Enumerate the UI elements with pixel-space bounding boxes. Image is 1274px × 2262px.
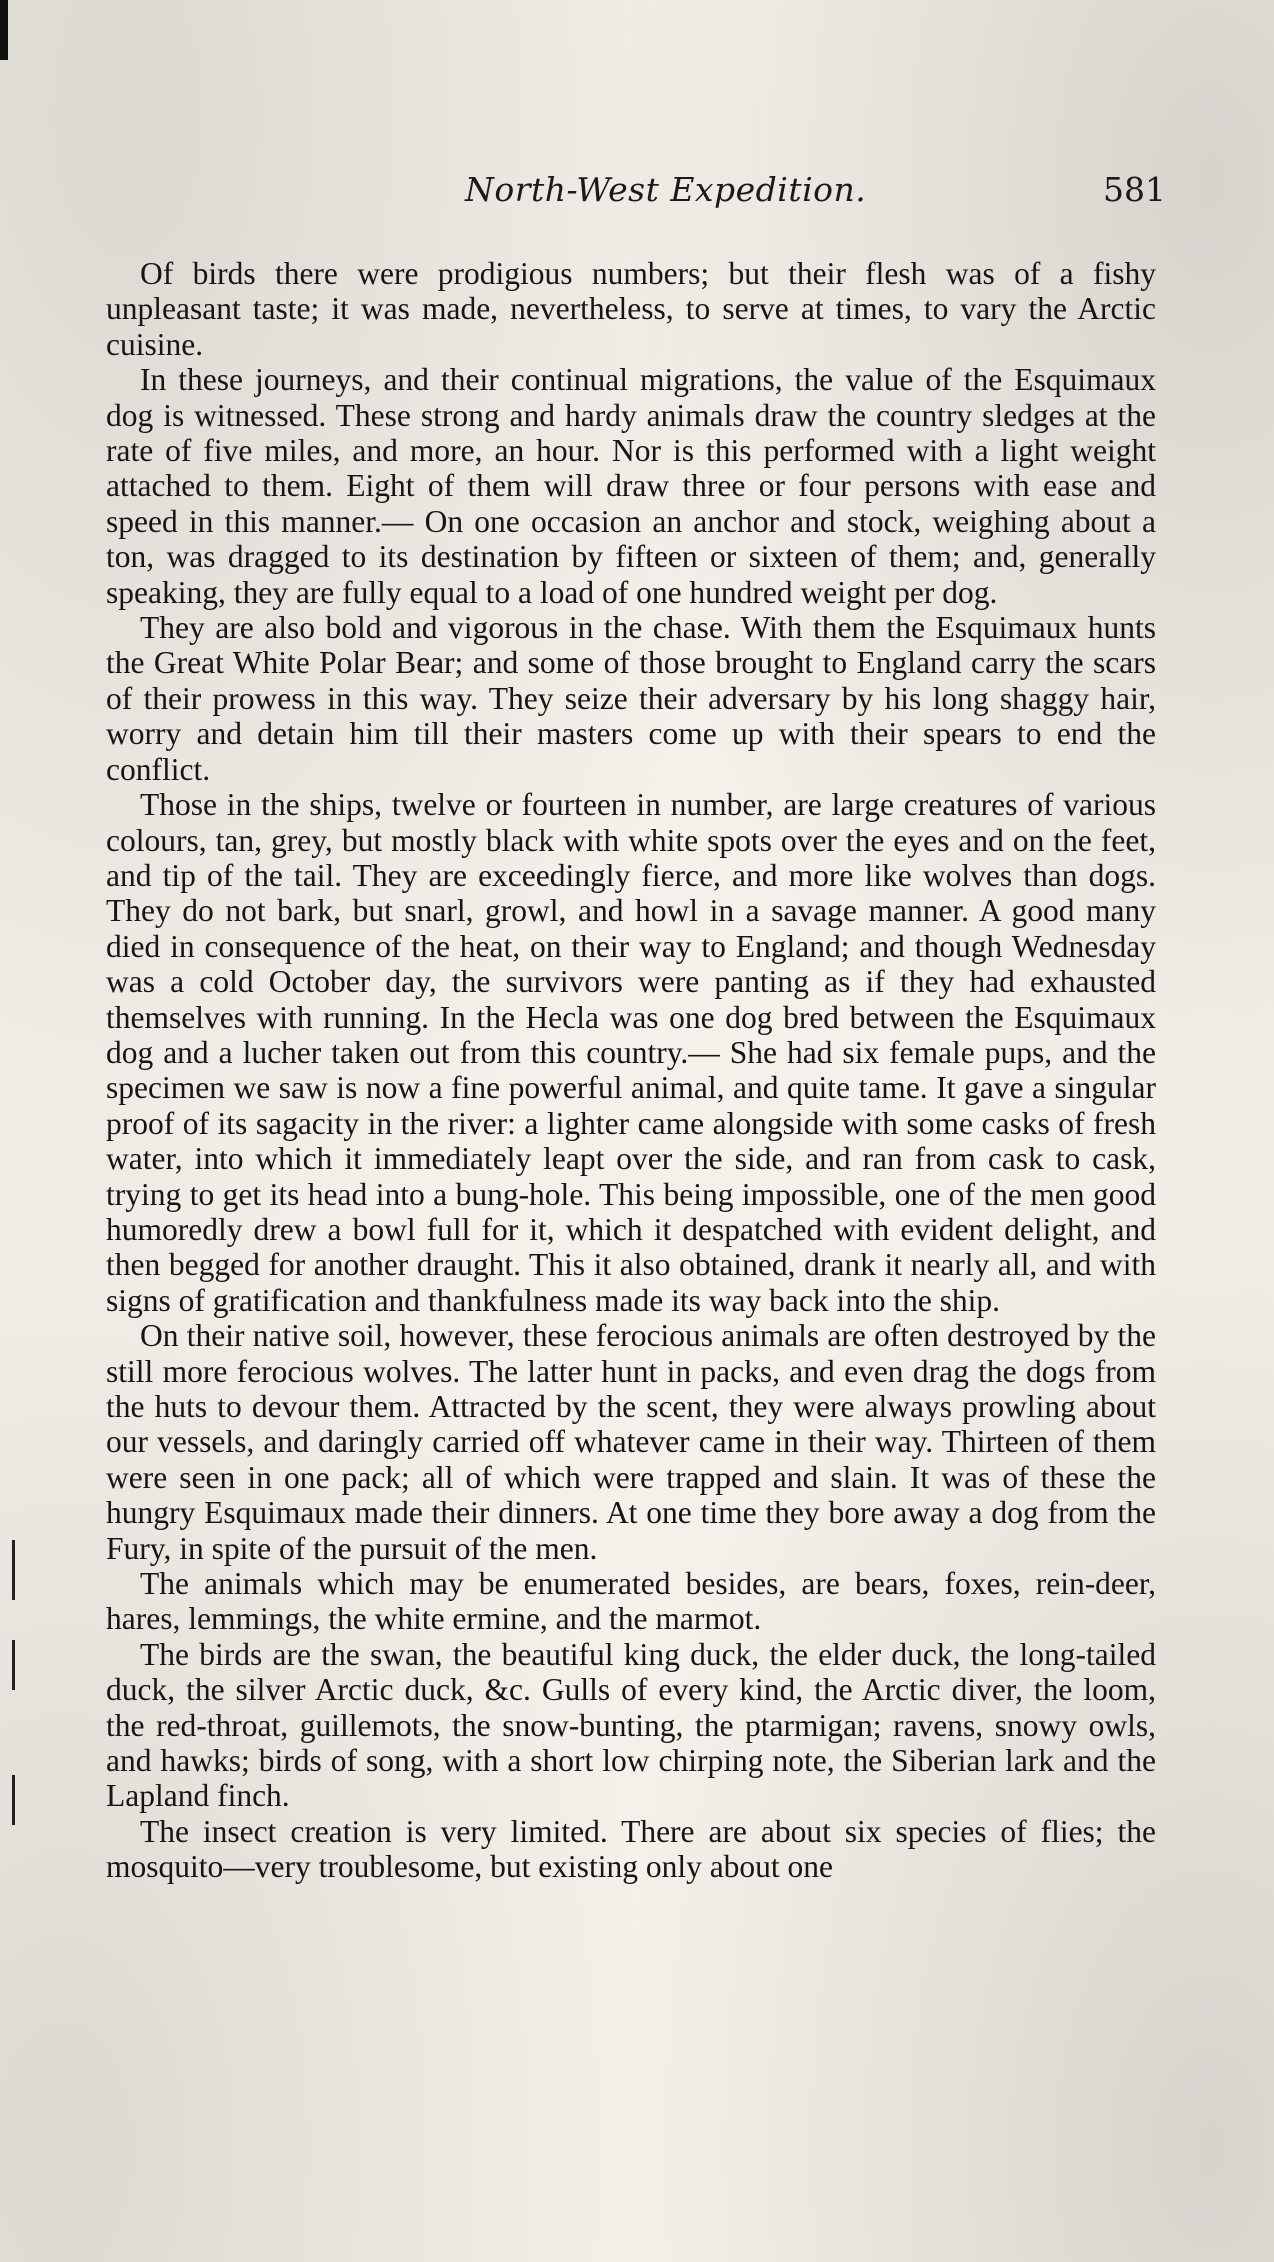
paragraph: The birds are the swan, the beautiful king duck, the elder duck, the long-tailed duck, the silver Arctic duck, &c. Gulls of every kind, the Arctic diver, the loom, the red-throat, guillemots, the snow-bunting, the ptarmigan; ravens, snowy owls, and hawks; birds of song, with a short low chirping note, the Siberian lark and the Lapland finch. xyxy=(106,1636,1156,1814)
paragraph: The insect creation is very limited. There are about six species of flies; the mosquito—very troublesome, but existing only about one xyxy=(106,1813,1156,1885)
body-text xyxy=(106,256,1156,1885)
paragraph: The animals which may be enumerated besides, are bears, foxes, rein-deer, hares, lemmings, the white ermine, and the marmot. xyxy=(106,1566,1156,1637)
running-head xyxy=(0,170,1274,230)
margin-line-mark xyxy=(12,1540,15,1600)
paragraph: In these journeys, and their continual migrations, the value of the Esquimaux dog is witnessed. These strong and hardy animals draw the country sledges at the rate of five miles, and more, an hour. Nor is this performed with a light weight attached to them. Eight of them will draw three or four persons with ease and speed in this manner.— On one occasion an anchor and stock, weighing about a ton, was dragged to its destination by fifteen or sixteen of them; and, generally speaking, they are fully equal to a load of one hundred weight per dog. xyxy=(106,362,1156,610)
running-title: North-West Expedition. xyxy=(465,170,867,209)
page-number: 581 xyxy=(1103,170,1166,209)
paragraph: Those in the ships, twelve or fourteen in number, are large creatures of various colours, tan, grey, but mostly black with white spots over the eyes and on the feet, and tip of the tail. They are exceedingly fierce, and more like wolves than dogs. They do not bark, but snarl, growl, and howl in a savage manner. A good many died in consequence of the heat, on their way to England; and though Wednesday was a cold October day, the survivors were panting as if they had exhausted themselves with running. In the Hecla was one dog bred between the Esquimaux dog and a lucher taken out from this country.— She had six female pups, and the specimen we saw is now a fine powerful animal, and quite tame. It gave a singular proof of its sagacity in the river: a lighter came alongside with some casks of fresh water, into which it immediately leapt over the side, and ran from cask to cask, trying to get its head into a bung-hole. This being impossible, one of the men good humoredly drew a bowl full for it, which it despatched with evident delight, and then begged for another draught. This it also obtained, drank it nearly all, and with signs of gratification and thankfulness made its way back into the ship. xyxy=(106,787,1156,1318)
paragraph: On their native soil, however, these ferocious animals are often destroyed by the still more ferocious wolves. The latter hunt in packs, and even drag the dogs from the huts to devour them. Attracted by the scent, they were always prowling about our vessels, and daringly carried off whatever came in their way. Thirteen of them were seen in one pack; all of which were trapped and slain. It was of these the hungry Esquimaux made their dinners. At one time they bore away a dog from the Fury, in spite of the pursuit of the men. xyxy=(106,1318,1156,1566)
paragraph: They are also bold and vigorous in the chase. With them the Esquimaux hunts the Great White Polar Bear; and some of those brought to England carry the scars of their prowess in this way. They seize their adversary by his long shaggy hair, worry and detain him till their masters come up with their spears to end the conflict. xyxy=(106,610,1156,787)
page-edge-mark xyxy=(0,0,8,60)
margin-line-mark xyxy=(12,1640,15,1690)
margin-line-mark xyxy=(12,1775,15,1825)
paragraph: Of birds there were prodigious numbers; but their flesh was of a fishy unpleasant taste; it was made, nevertheless, to serve at times, to vary the Arctic cuisine. xyxy=(106,256,1156,362)
